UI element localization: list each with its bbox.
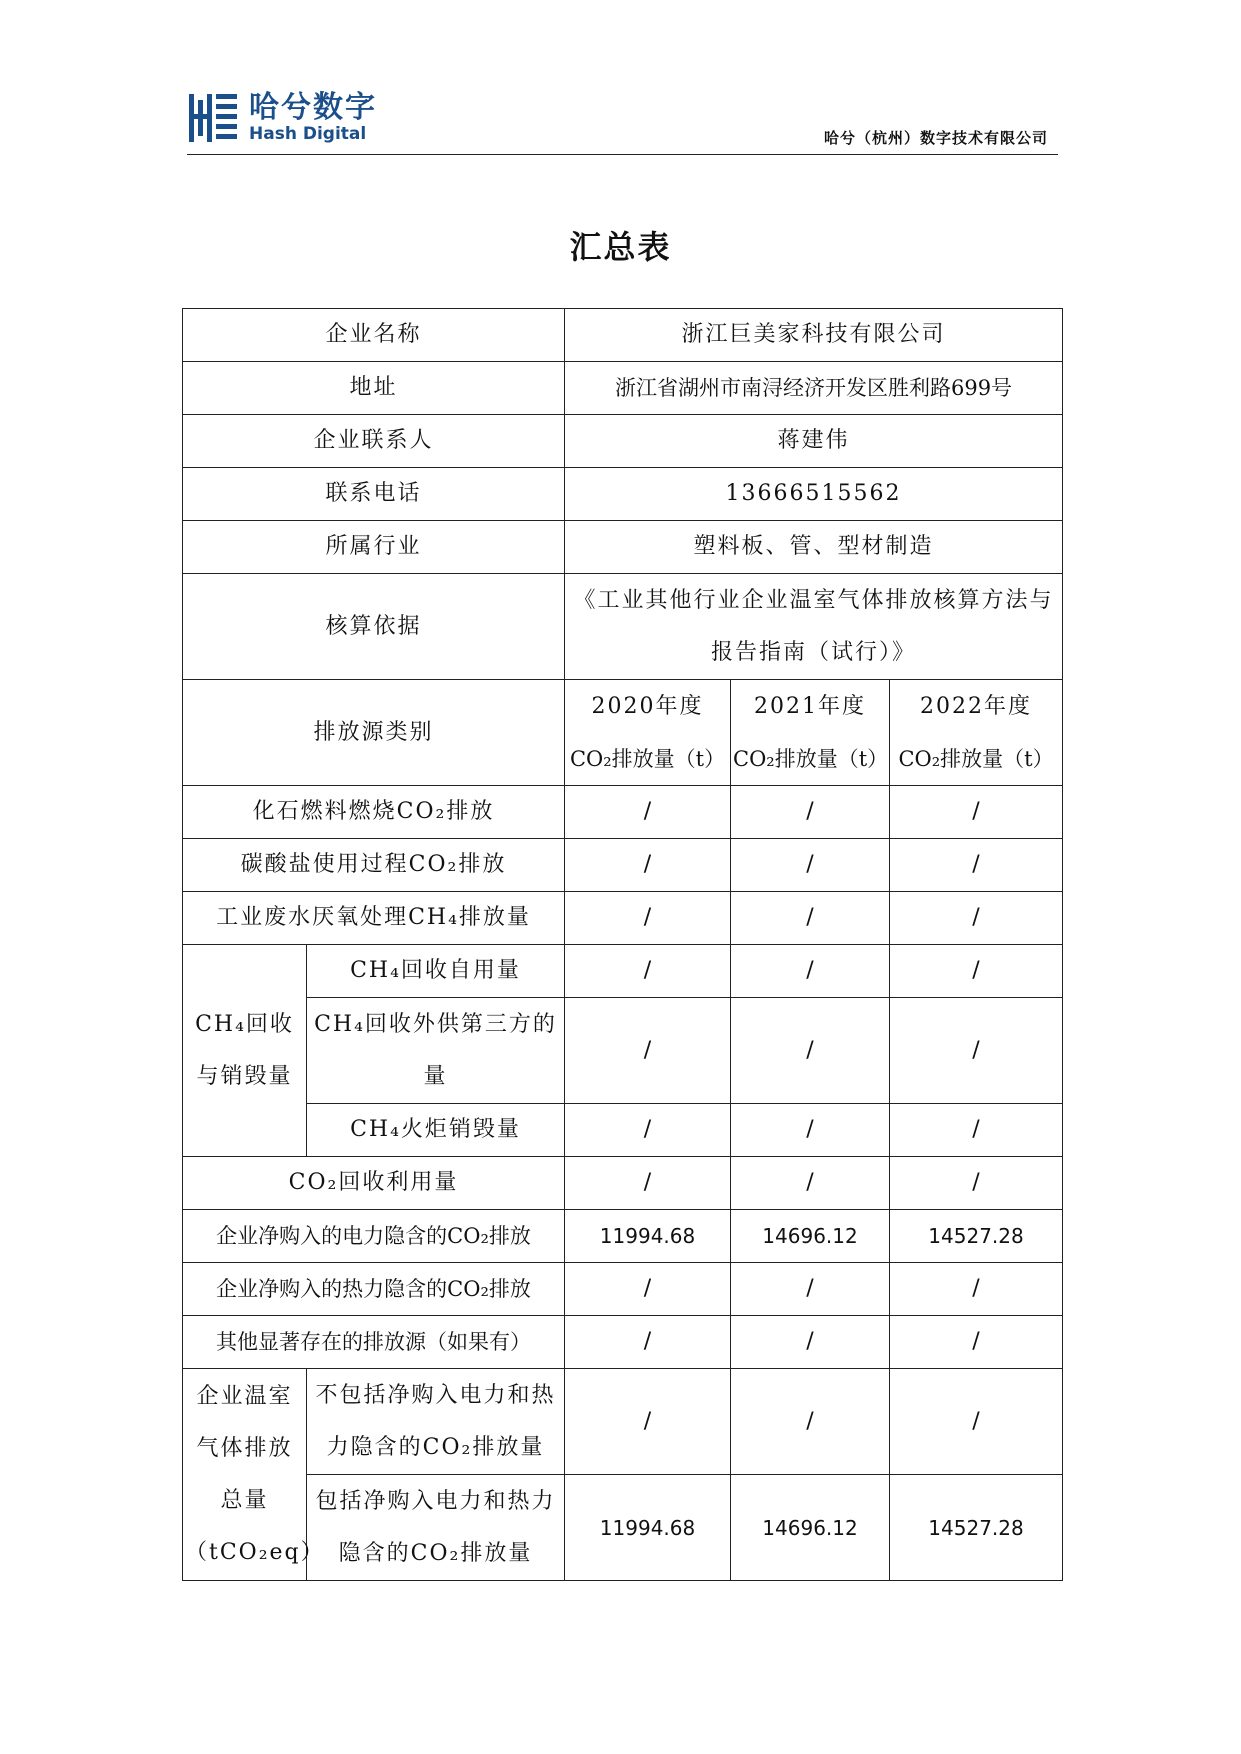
table-row	[183, 1157, 1063, 1210]
row-value: /	[565, 1369, 731, 1475]
unit-label: CO₂排放量（t）	[898, 746, 1054, 771]
total-group-label: 企业温室气体排放总量（tCO₂eq）	[183, 1369, 307, 1581]
table-row	[183, 1316, 1063, 1369]
row-value: /	[890, 839, 1063, 892]
contact-label: 企业联系人	[183, 415, 565, 468]
basis-value: 《工业其他行业企业温室气体排放核算方法与报告指南（试行）》	[565, 574, 1063, 680]
row-label: 化石燃料燃烧CO₂排放	[183, 786, 565, 839]
row-value: /	[565, 1316, 731, 1369]
contact-value: 蒋建伟	[565, 415, 1063, 468]
logo	[187, 90, 377, 146]
table-row	[183, 998, 1063, 1104]
row-value: /	[890, 945, 1063, 998]
table-header-row	[183, 680, 1063, 786]
row-value: /	[890, 1369, 1063, 1475]
table-row	[183, 945, 1063, 998]
company-name-label: 企业名称	[183, 309, 565, 362]
row-value: 14527.28	[890, 1475, 1063, 1581]
row-value: /	[731, 1157, 890, 1210]
row-value: 14527.28	[890, 1210, 1063, 1263]
row-label: CH₄火炬销毁量	[307, 1104, 565, 1157]
row-value: 14696.12	[731, 1475, 890, 1581]
table-row	[183, 521, 1063, 574]
logo-chinese-name: 哈兮数字	[249, 90, 377, 125]
row-value: /	[890, 1263, 1063, 1316]
industry-label: 所属行业	[183, 521, 565, 574]
table-row	[183, 1263, 1063, 1316]
row-value: /	[565, 1263, 731, 1316]
table-row	[183, 309, 1063, 362]
row-value: /	[731, 1104, 890, 1157]
year-header-2021	[731, 680, 890, 786]
year-label: 2022年度	[920, 693, 1033, 719]
row-value: /	[565, 945, 731, 998]
table-row	[183, 468, 1063, 521]
source-header: 排放源类别	[183, 680, 565, 786]
year-label: 2020年度	[591, 693, 704, 719]
row-value: /	[565, 998, 731, 1104]
row-value: /	[565, 839, 731, 892]
basis-label: 核算依据	[183, 574, 565, 680]
row-value: /	[890, 998, 1063, 1104]
row-value: 11994.68	[565, 1475, 731, 1581]
year-header-2022	[890, 680, 1063, 786]
row-value: 11994.68	[565, 1210, 731, 1263]
phone-value: 13666515562	[565, 468, 1063, 521]
row-label: 工业废水厌氧处理CH₄排放量	[183, 892, 565, 945]
row-label: CO₂回收利用量	[183, 1157, 565, 1210]
row-label: CH₄回收外供第三方的量	[307, 998, 565, 1104]
row-value: /	[731, 839, 890, 892]
hash-digital-logo-icon	[187, 92, 239, 144]
row-value: /	[565, 1157, 731, 1210]
row-label: 碳酸盐使用过程CO₂排放	[183, 839, 565, 892]
table-row	[183, 415, 1063, 468]
year-label: 2021年度	[754, 693, 867, 719]
row-value: /	[890, 1157, 1063, 1210]
table-row	[183, 786, 1063, 839]
unit-label: CO₂排放量（t）	[569, 746, 726, 771]
row-value: /	[731, 945, 890, 998]
page-header	[187, 84, 1058, 155]
row-value: /	[731, 1316, 890, 1369]
row-label: 企业净购入的电力隐含的CO₂排放	[183, 1210, 565, 1263]
company-name-header: 哈兮（杭州）数字技术有限公司	[823, 129, 1048, 147]
row-value: /	[890, 1316, 1063, 1369]
row-value: /	[731, 998, 890, 1104]
row-value: /	[890, 1104, 1063, 1157]
row-value: /	[731, 786, 890, 839]
row-label: 其他显著存在的排放源（如果有）	[183, 1316, 565, 1369]
table-row	[183, 839, 1063, 892]
industry-value: 塑料板、管、型材制造	[565, 521, 1063, 574]
table-row	[183, 362, 1063, 415]
row-value: /	[731, 892, 890, 945]
row-value: /	[731, 1369, 890, 1475]
table-row	[183, 1210, 1063, 1263]
table-row	[183, 892, 1063, 945]
summary-table	[182, 308, 1063, 1581]
row-value: /	[565, 786, 731, 839]
row-value: /	[890, 892, 1063, 945]
table-row	[183, 1104, 1063, 1157]
unit-label: CO₂排放量（t）	[733, 746, 889, 771]
row-value: /	[565, 1104, 731, 1157]
table-row	[183, 1369, 1063, 1475]
logo-english-name: Hash Digital	[249, 124, 367, 144]
row-label: 包括净购入电力和热力隐含的CO₂排放量	[307, 1475, 565, 1581]
ch4-group-label: CH₄回收与销毁量	[183, 945, 307, 1157]
address-value: 浙江省湖州市南浔经济开发区胜利路699号	[565, 362, 1063, 415]
table-row	[183, 574, 1063, 680]
row-label: 企业净购入的热力隐含的CO₂排放	[183, 1263, 565, 1316]
row-label: 不包括净购入电力和热力隐含的CO₂排放量	[307, 1369, 565, 1475]
address-label: 地址	[183, 362, 565, 415]
row-value: 14696.12	[731, 1210, 890, 1263]
row-value: /	[565, 892, 731, 945]
page-title: 汇总表	[569, 228, 672, 266]
phone-label: 联系电话	[183, 468, 565, 521]
company-name-value: 浙江巨美家科技有限公司	[565, 309, 1063, 362]
row-value: /	[731, 1263, 890, 1316]
year-header-2020	[565, 680, 731, 786]
row-value: /	[890, 786, 1063, 839]
row-label: CH₄回收自用量	[307, 945, 565, 998]
